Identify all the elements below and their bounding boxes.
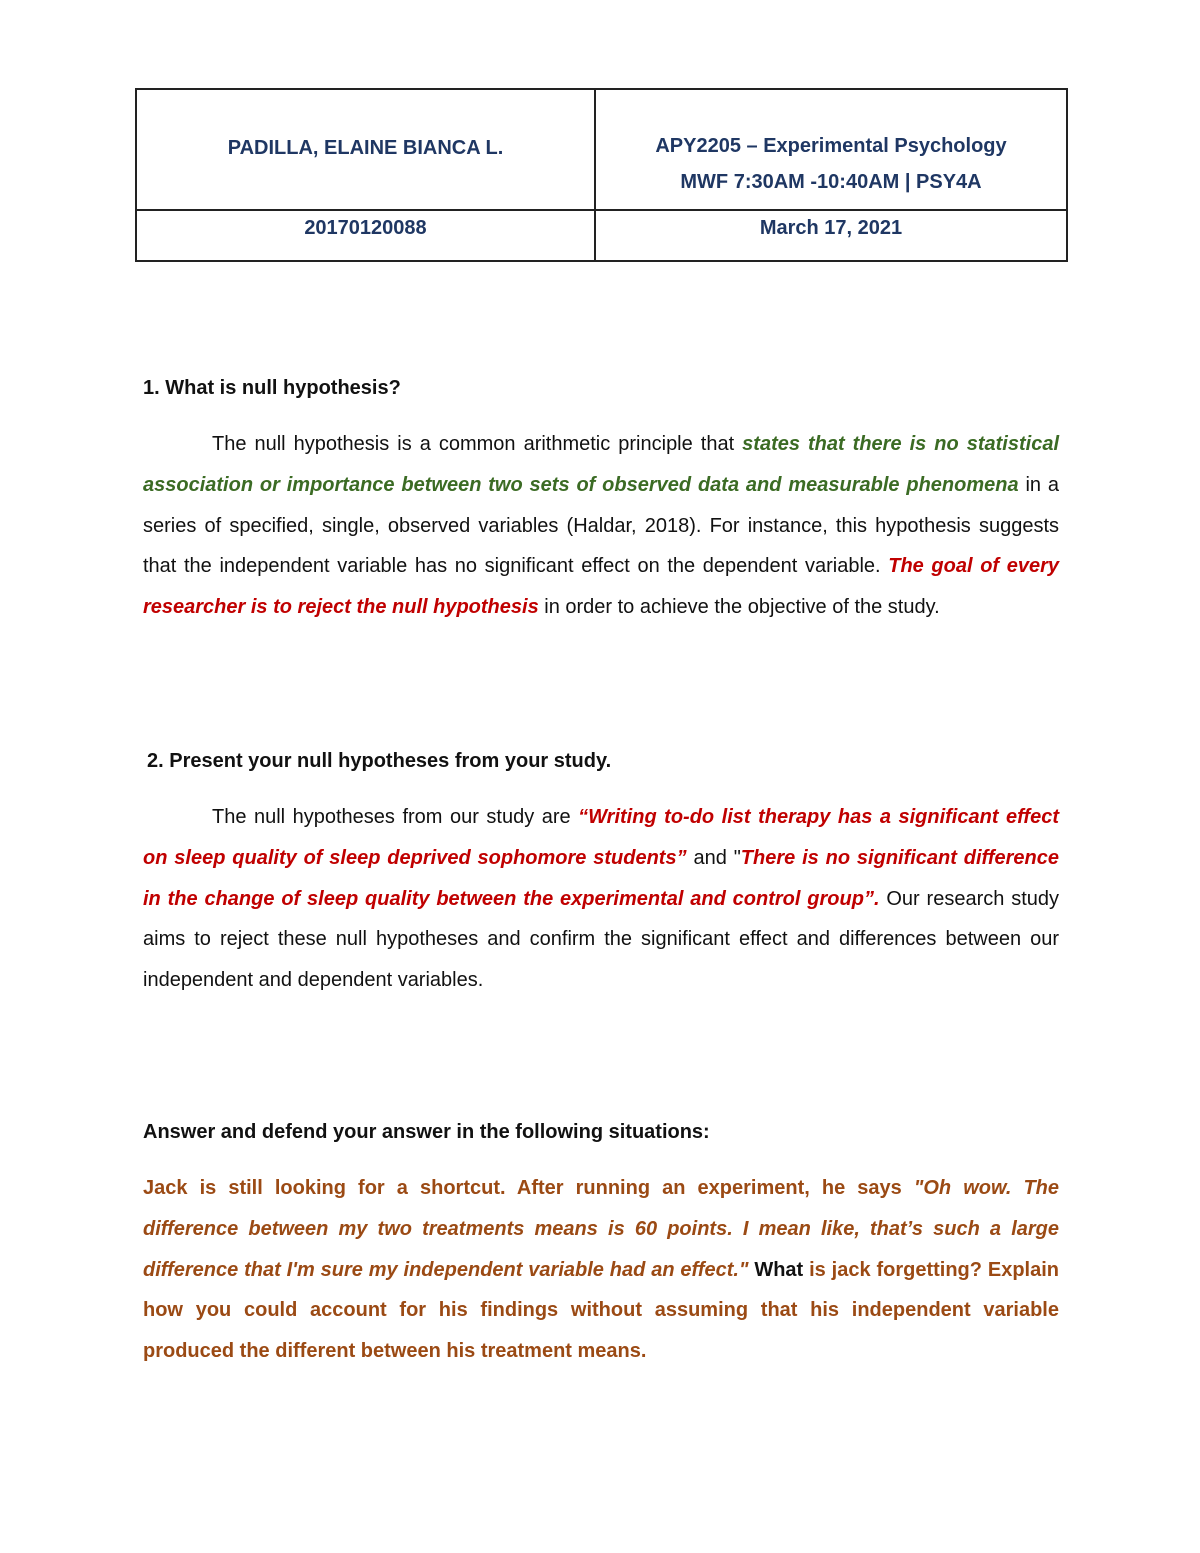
q2-hypothesis-1: “Writing to-do list therapy has a significant effect on sleep quality of sleep deprived sophomore students” bbox=[143, 806, 1059, 869]
situation-text-2: is jack forgetting? Explain how you could account for his findings without assuming that his independent variable produced the different between his treatment means. bbox=[143, 1258, 1059, 1363]
q1-text-1: The null hypothesis is a common arithmetic principle that bbox=[212, 433, 743, 455]
student-id: 20170120088 bbox=[304, 217, 427, 239]
header-table bbox=[135, 88, 1068, 262]
course-title: APY2205 – Experimental Psychology bbox=[655, 135, 1007, 157]
course-cell bbox=[596, 128, 1066, 200]
submission-date: March 17, 2021 bbox=[759, 217, 903, 239]
q2-hypothesis-2: There is no significant difference in the change of sleep quality between the experimental and control group”. bbox=[143, 846, 1060, 910]
question-2-title: 2. Present your null hypotheses from your study. bbox=[147, 750, 612, 772]
situation-jack bbox=[143, 1168, 1059, 1372]
q2-text-1: The null hypotheses from our study are bbox=[212, 806, 579, 828]
question-1-title: 1. What is null hypothesis? bbox=[143, 377, 401, 399]
question-2-answer bbox=[143, 797, 1059, 1001]
course-schedule: MWF 7:30AM -10:40AM | PSY4A bbox=[680, 171, 982, 193]
q1-text-3: in order to achieve the objective of the study. bbox=[538, 596, 940, 619]
situation-what: What bbox=[748, 1258, 804, 1281]
q1-red-emphasis: The goal of every researcher is to reject the null hypothesis bbox=[143, 555, 1059, 619]
q1-green-emphasis: states that there is no statistical association or importance between two sets of observed data and measurable phenomena bbox=[143, 433, 1059, 496]
q2-quote-open: " bbox=[733, 846, 741, 869]
q1-text-2: in a series of specified, single, observed variables (Haldar, 2018). For instance, this hypothesis suggests that the independent variable has no significant effect on the dependent variable. bbox=[143, 473, 1059, 578]
question-1-answer bbox=[143, 424, 1059, 628]
situations-title: Answer and defend your answer in the following situations: bbox=[143, 1121, 710, 1143]
student-name: PADILLA, ELAINE BIANCA L. bbox=[227, 137, 504, 159]
situation-text-1: Jack is still looking for a shortcut. After running an experiment, he says bbox=[143, 1177, 914, 1199]
q2-text-2: and bbox=[686, 846, 734, 869]
q2-text-3: Our research study aims to reject these null hypotheses and confirm the significant effect and differences between our independent and dependent variables. bbox=[143, 887, 1060, 992]
jack-quote: "Oh wow. The difference between my two treatments means is 60 points. I mean like, that’s such a large difference that I'm sure my independent variable had an effect." bbox=[143, 1177, 1060, 1281]
